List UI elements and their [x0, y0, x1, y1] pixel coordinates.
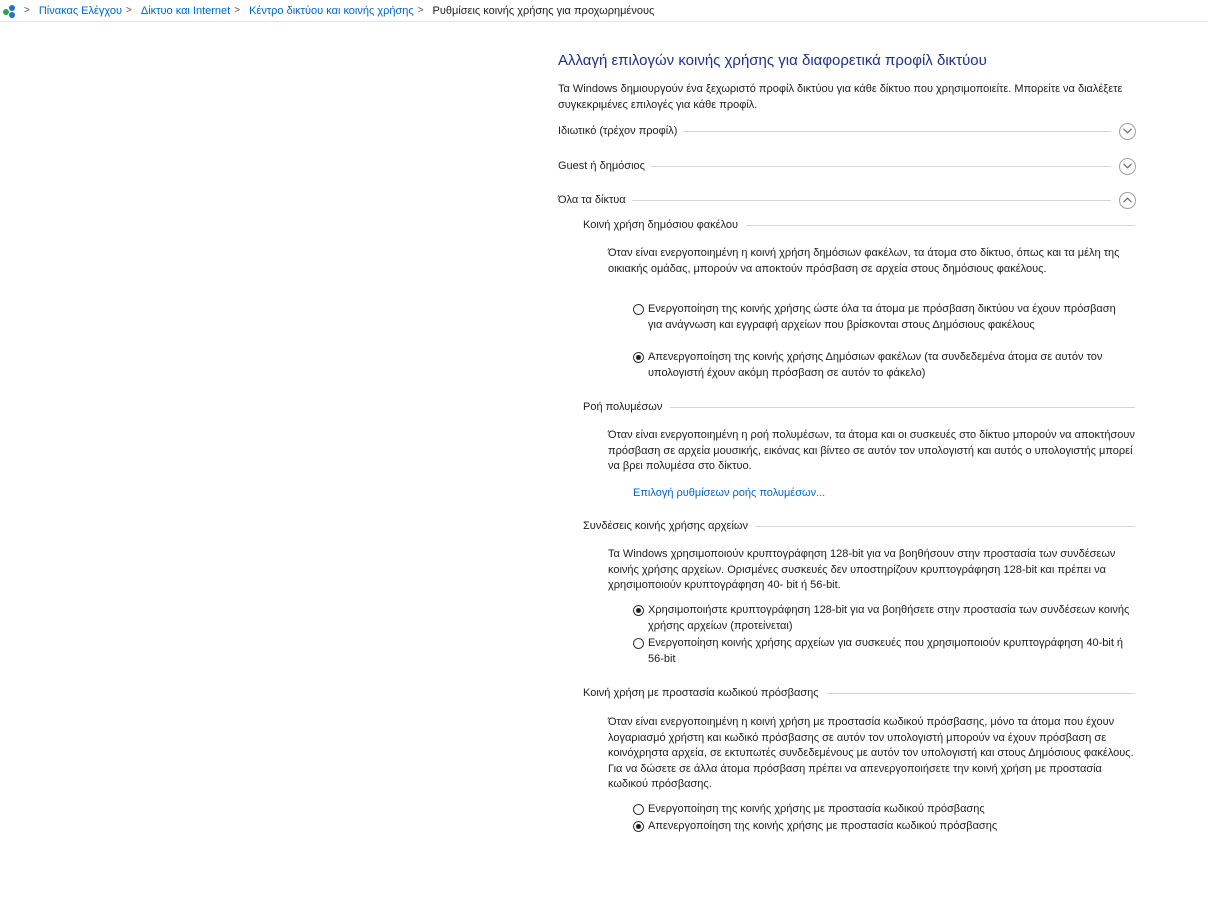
profile-guest-label[interactable]: Guest ή δημόσιος	[558, 160, 645, 172]
chevron-down-icon[interactable]	[1119, 158, 1136, 175]
breadcrumb-control-panel[interactable]: Πίνακας Ελέγχου	[38, 4, 123, 17]
divider	[651, 166, 1111, 167]
section-title: Κοινή χρήση με προστασία κωδικού πρόσβασης	[583, 687, 819, 699]
section-media-desc: Όταν είναι ενεργοποιημένη η ροή πολυμέσων, τα άτομα και οι συσκευές στο δίκτυο μπορούν να αποκτήσουν πρόσβαση σε αρχεία μουσικής, εικόνας και βίντεο σε αυτόν τον υπολογιστή και αυτός ο υπολογιστής μπορεί να βρει πολυμέσα στο δίκτυο.	[608, 429, 1135, 472]
radio-label[interactable]: Ενεργοποίηση της κοινής χρήσης ώστε όλα τα άτομα με πρόσβαση δικτύου να έχουν πρόσβαση για ανάγνωση και εγγραφή αρχείων που βρίσκονται στους Δημόσιους φακέλους	[648, 303, 1116, 331]
section-file-sharing-desc: Τα Windows χρησιμοποιούν κρυπτογράφηση 128-bit για να βοηθήσουν στην προστασία των συνδέσεων κοινής χρήσης αρχείων. Ορισμένες συσκευές δεν υποστηρίζουν κρυπτογράφηση 128-bit και πρέπει να χρησιμοποιούν κρυπτογράφηση 40- bit ή 56-bit.	[608, 548, 1116, 591]
page-intro: Τα Windows δημιουργούν ένα ξεχωριστό προφίλ δικτύου για κάθε δίκτυο που χρησιμοποιείτε. Μπορείτε να διαλέξετε συγκεκριμένες επιλογές για κάθε προφίλ.	[558, 83, 1123, 111]
main-content	[558, 52, 1136, 123]
divider	[670, 407, 1135, 408]
chevron-right-icon: >	[24, 5, 30, 16]
profile-private-label[interactable]: Ιδιωτικό (τρέχον προφίλ)	[558, 125, 678, 137]
radio-password-off[interactable]	[633, 819, 1133, 835]
radio-button[interactable]	[633, 638, 644, 649]
breadcrumb-network-sharing-center[interactable]: Κέντρο δικτύου και κοινής χρήσης	[249, 4, 414, 17]
radio-encryption-40-56[interactable]	[633, 636, 1133, 667]
divider	[756, 526, 1135, 527]
radio-password-on[interactable]	[633, 802, 1133, 818]
section-public-folder-desc: Όταν είναι ενεργοποιημένη η κοινή χρήση δημόσιων φακέλων, τα άτομα στο δίκτυο, όπως και τα μέλη της οικιακής ομάδας, μπορούν να αποκτούν πρόσβαση σε αρχεία στους δημόσιους φακέλους.	[608, 247, 1120, 275]
radio-button[interactable]	[633, 605, 644, 616]
section-title: Ροή πολυμέσων	[583, 401, 663, 413]
section-title: Κοινή χρήση δημόσιου φακέλου	[583, 219, 739, 231]
radio-label[interactable]: Χρησιμοποιήστε κρυπτογράφηση 128-bit για να βοηθήσετε στην προστασία των συνδέσεων κοινής χρήσης αρχείων (προτείνεται)	[648, 604, 1130, 632]
chevron-right-icon[interactable]: >	[417, 5, 424, 16]
radio-encryption-128[interactable]	[633, 603, 1133, 634]
radio-public-folder-on[interactable]	[633, 302, 1133, 333]
chevron-right-icon[interactable]: >	[126, 5, 132, 16]
chevron-right-icon[interactable]: >	[234, 5, 241, 16]
chevron-up-icon[interactable]	[1119, 192, 1136, 209]
media-streaming-options-link[interactable]: Επιλογή ρυθμίσεων ροής πολυμέσων...	[633, 487, 826, 499]
section-title: Συνδέσεις κοινής χρήσης αρχείων	[583, 520, 748, 532]
page-title: Αλλαγή επιλογών κοινής χρήσης για διαφορετικά προφίλ δικτύου	[558, 52, 987, 69]
divider	[683, 131, 1111, 132]
divider	[632, 200, 1111, 201]
profile-private[interactable]	[558, 121, 1136, 141]
radio-label[interactable]: Ενεργοποίηση κοινής χρήσης αρχείων για συσκευές που χρησιμοποιούν κρυπτογράφηση 40-bit ή 56-bit	[648, 637, 1124, 665]
profile-guest-public[interactable]	[558, 156, 1136, 176]
network-icon	[2, 3, 20, 19]
section-password-header	[583, 685, 1135, 701]
radio-public-folder-off[interactable]	[633, 350, 1133, 381]
profile-all-networks-label[interactable]: Όλα τα δίκτυα	[558, 194, 626, 206]
radio-button[interactable]	[633, 352, 644, 363]
section-media-header	[583, 399, 1135, 415]
radio-label[interactable]: Ενεργοποίηση της κοινής χρήσης με προστασία κωδικού πρόσβασης	[648, 803, 985, 815]
breadcrumb-network-internet[interactable]: Δίκτυο και Internet	[140, 4, 231, 17]
divider	[746, 225, 1135, 226]
radio-label[interactable]: Απενεργοποίηση της κοινής χρήσης με προστασία κωδικού πρόσβασης	[648, 820, 998, 832]
radio-button[interactable]	[633, 304, 644, 315]
radio-label[interactable]: Απενεργοποίηση της κοινής χρήσης Δημόσιων φακέλων (τα συνδεδεμένα άτομα σε αυτόν τον υπολογιστή έχουν ακόμη πρόσβαση σε αυτόν το φάκελο)	[648, 351, 1103, 379]
radio-button[interactable]	[633, 821, 644, 832]
breadcrumb-advanced-sharing[interactable]: Ρυθμίσεις κοινής χρήσης για προχωρημένους	[432, 4, 655, 17]
radio-button[interactable]	[633, 804, 644, 815]
breadcrumb	[0, 0, 1208, 22]
divider	[827, 693, 1135, 694]
profile-all-networks[interactable]	[558, 190, 1136, 210]
section-password-desc: Όταν είναι ενεργοποιημένη η κοινή χρήση με προστασία κωδικού πρόσβασης, μόνο τα άτομα που έχουν λογαριασμό χρήστη και κωδικό πρόσβασης σε αυτόν τον υπολογιστή μπορούν να έχουν πρόσβαση σε κοινόχρηστα αρχεία, σε εκτυπωτές συνδεδεμένους με αυτόν τον υπολογιστή και στους Δημόσιους φακέλους. Για να δώσετε σε άλλα άτομα πρόσβαση πρέπει να απενεργοποιήσετε την κοινή χρήση με προστασία κωδικού πρόσβασης.	[608, 716, 1134, 790]
chevron-down-icon[interactable]	[1119, 123, 1136, 140]
section-file-sharing-header	[583, 518, 1135, 534]
section-public-folder-header	[583, 217, 1135, 233]
